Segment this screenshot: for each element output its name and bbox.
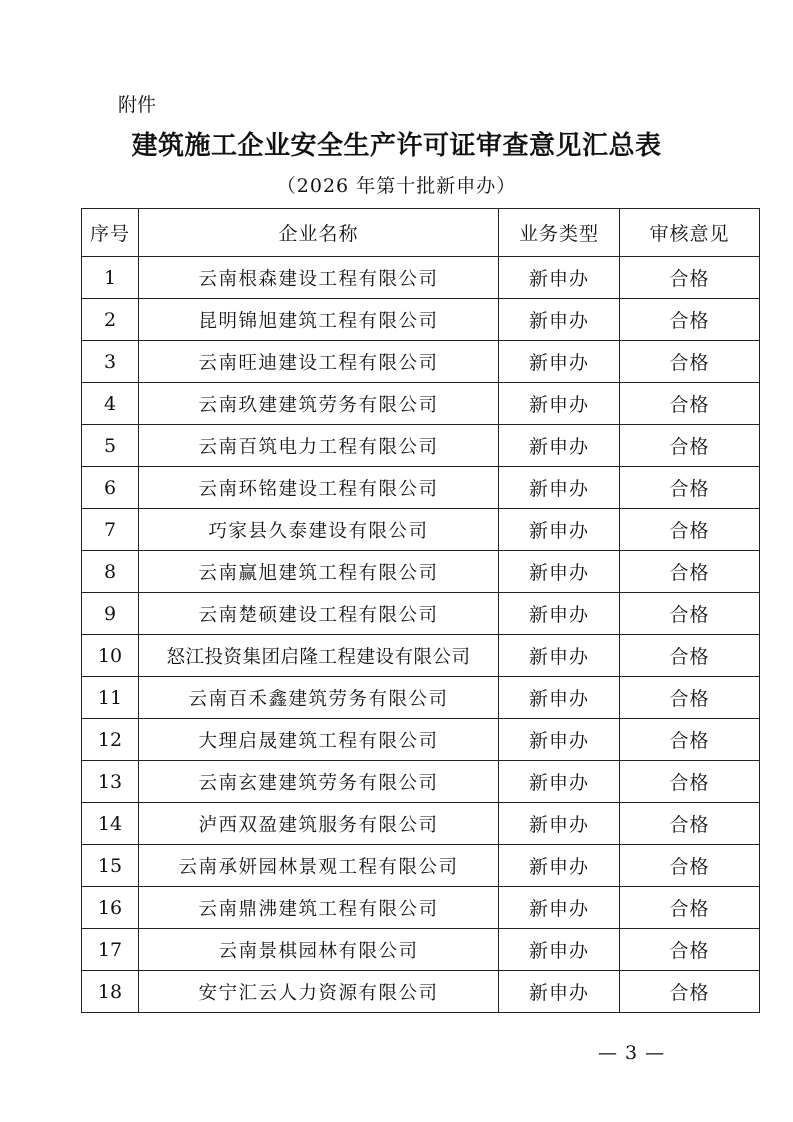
business-type: 新申办 [499, 635, 620, 677]
page-number: — 3 — [598, 1042, 666, 1064]
row-number: 12 [82, 719, 139, 761]
table-row [82, 467, 760, 509]
review-opinion: 合格 [620, 593, 760, 635]
business-type: 新申办 [499, 509, 620, 551]
table-row [82, 761, 760, 803]
business-type: 新申办 [499, 887, 620, 929]
review-opinion: 合格 [620, 761, 760, 803]
table-row [82, 803, 760, 845]
business-type: 新申办 [499, 341, 620, 383]
table-row [82, 971, 760, 1013]
attachment-label: 附件 [118, 94, 157, 116]
company-name: 云南玄建建筑劳务有限公司 [139, 761, 499, 803]
table-row [82, 257, 760, 299]
review-opinion: 合格 [620, 719, 760, 761]
company-name: 怒江投资集团启隆工程建设有限公司 [139, 635, 499, 677]
row-number: 14 [82, 803, 139, 845]
column-header-company: 企业名称 [139, 209, 499, 257]
table-row [82, 425, 760, 467]
table-row [82, 677, 760, 719]
business-type: 新申办 [499, 593, 620, 635]
company-name: 云南玖建建筑劳务有限公司 [139, 383, 499, 425]
business-type: 新申办 [499, 845, 620, 887]
review-opinion: 合格 [620, 551, 760, 593]
row-number: 1 [82, 257, 139, 299]
row-number: 3 [82, 341, 139, 383]
table-header [82, 209, 760, 257]
review-opinion: 合格 [620, 341, 760, 383]
business-type: 新申办 [499, 467, 620, 509]
company-name: 昆明锦旭建筑工程有限公司 [139, 299, 499, 341]
table-row [82, 383, 760, 425]
column-header-number: 序号 [82, 209, 139, 257]
review-opinion: 合格 [620, 971, 760, 1013]
row-number: 6 [82, 467, 139, 509]
table-row [82, 509, 760, 551]
table-row [82, 551, 760, 593]
review-opinion: 合格 [620, 803, 760, 845]
company-name: 泸西双盈建筑服务有限公司 [139, 803, 499, 845]
review-opinion: 合格 [620, 887, 760, 929]
table-body [82, 257, 760, 1013]
review-opinion: 合格 [620, 677, 760, 719]
table-row [82, 341, 760, 383]
company-name: 云南鼎沸建筑工程有限公司 [139, 887, 499, 929]
business-type: 新申办 [499, 677, 620, 719]
table-row [82, 845, 760, 887]
review-opinion: 合格 [620, 635, 760, 677]
company-name: 大理启晟建筑工程有限公司 [139, 719, 499, 761]
column-header-business-type: 业务类型 [499, 209, 620, 257]
row-number: 4 [82, 383, 139, 425]
row-number: 2 [82, 299, 139, 341]
table-row [82, 593, 760, 635]
business-type: 新申办 [499, 803, 620, 845]
business-type: 新申办 [499, 551, 620, 593]
row-number: 13 [82, 761, 139, 803]
column-header-review-opinion: 审核意见 [620, 209, 760, 257]
business-type: 新申办 [499, 257, 620, 299]
row-number: 7 [82, 509, 139, 551]
company-name: 云南赢旭建筑工程有限公司 [139, 551, 499, 593]
company-name: 云南旺迪建设工程有限公司 [139, 341, 499, 383]
row-number: 8 [82, 551, 139, 593]
company-name: 安宁汇云人力资源有限公司 [139, 971, 499, 1013]
company-name: 云南承妍园林景观工程有限公司 [139, 845, 499, 887]
row-number: 18 [82, 971, 139, 1013]
business-type: 新申办 [499, 971, 620, 1013]
company-name: 云南环铭建设工程有限公司 [139, 467, 499, 509]
business-type: 新申办 [499, 383, 620, 425]
review-summary-table [81, 208, 760, 1013]
company-name: 云南百筑电力工程有限公司 [139, 425, 499, 467]
review-opinion: 合格 [620, 257, 760, 299]
company-name: 巧家县久泰建设有限公司 [139, 509, 499, 551]
row-number: 11 [82, 677, 139, 719]
review-opinion: 合格 [620, 383, 760, 425]
business-type: 新申办 [499, 425, 620, 467]
row-number: 9 [82, 593, 139, 635]
review-opinion: 合格 [620, 425, 760, 467]
page-subtitle: （2026 年第十批新申办） [276, 175, 517, 197]
business-type: 新申办 [499, 761, 620, 803]
row-number: 15 [82, 845, 139, 887]
review-opinion: 合格 [620, 509, 760, 551]
review-opinion: 合格 [620, 299, 760, 341]
company-name: 云南百禾鑫建筑劳务有限公司 [139, 677, 499, 719]
table-row [82, 719, 760, 761]
company-name: 云南根森建设工程有限公司 [139, 257, 499, 299]
company-name: 云南景棋园林有限公司 [139, 929, 499, 971]
row-number: 10 [82, 635, 139, 677]
table-header-row [82, 209, 760, 257]
table-row [82, 929, 760, 971]
business-type: 新申办 [499, 929, 620, 971]
company-name: 云南楚硕建设工程有限公司 [139, 593, 499, 635]
table-row [82, 299, 760, 341]
row-number: 16 [82, 887, 139, 929]
row-number: 5 [82, 425, 139, 467]
business-type: 新申办 [499, 719, 620, 761]
table-row [82, 635, 760, 677]
page-title: 建筑施工企业安全生产许可证审查意见汇总表 [131, 131, 662, 161]
review-opinion: 合格 [620, 929, 760, 971]
review-opinion: 合格 [620, 467, 760, 509]
business-type: 新申办 [499, 299, 620, 341]
table-row [82, 887, 760, 929]
row-number: 17 [82, 929, 139, 971]
review-opinion: 合格 [620, 845, 760, 887]
